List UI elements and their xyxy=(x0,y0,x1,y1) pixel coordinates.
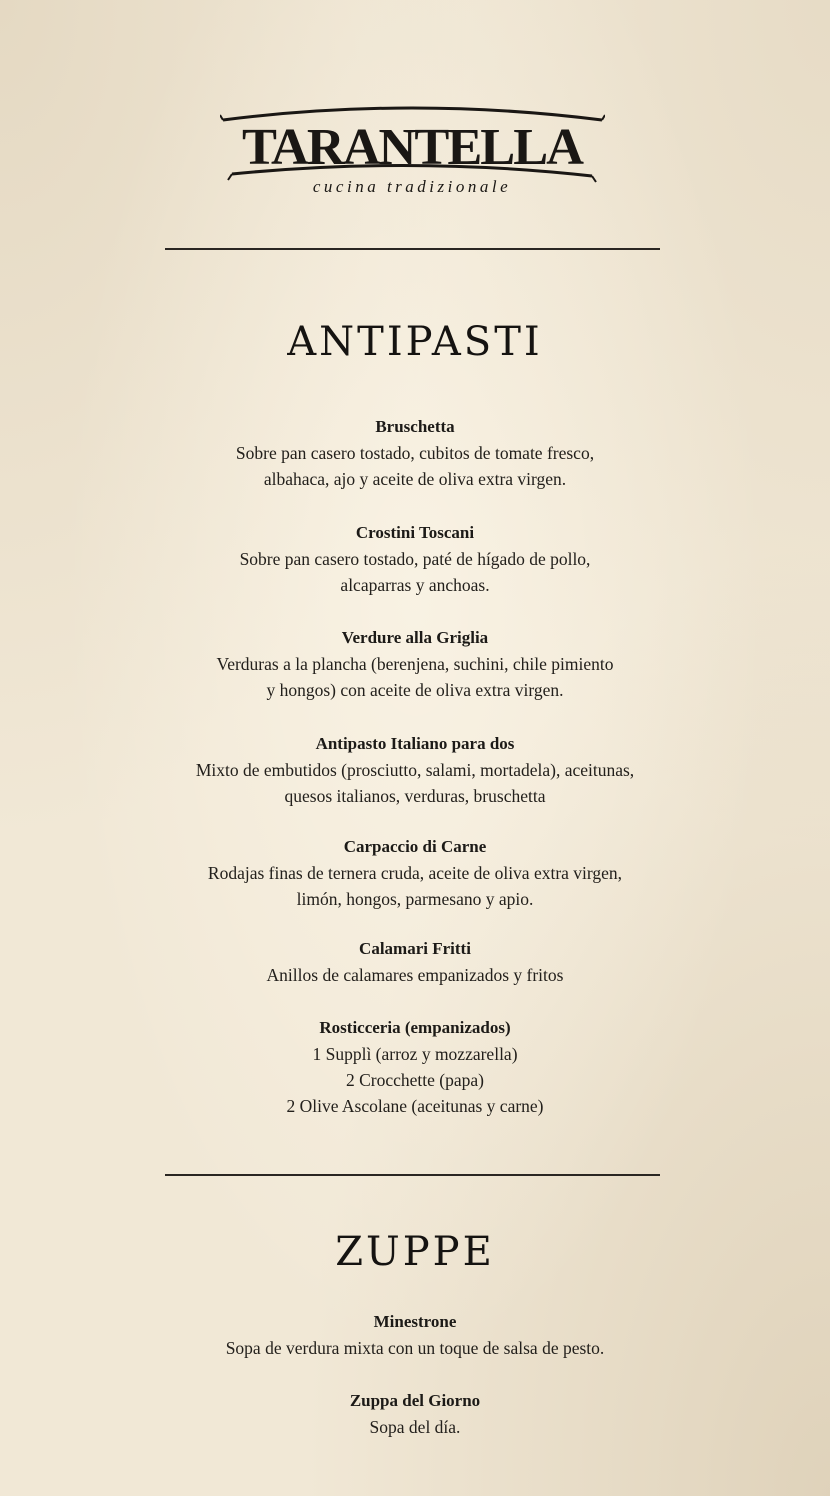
menu-item-minestrone xyxy=(0,1309,830,1361)
menu-item-crostini-toscani xyxy=(0,520,830,598)
item-desc-line: Sopa del día. xyxy=(369,1417,461,1437)
menu-item-rosticceria xyxy=(0,1015,830,1119)
item-desc-line: Anillos de calamares empanizados y fritos xyxy=(266,965,564,985)
item-desc-line: Sobre pan casero tostado, paté de hígado de pollo, xyxy=(239,549,591,569)
item-name: Zuppa del Giorno xyxy=(349,1391,481,1410)
section-divider xyxy=(165,248,660,250)
logo-tagline: cucina tradizionale xyxy=(312,177,512,196)
menu-item-carpaccio-di-carne xyxy=(0,834,830,912)
item-desc-line: Sobre pan casero tostado, cubitos de tomate fresco, xyxy=(235,443,595,463)
section-title-antipasti: ANTIPASTI xyxy=(287,319,543,365)
menu-item-verdure-alla-griglia xyxy=(0,625,830,703)
item-desc-line: quesos italianos, verduras, bruschetta xyxy=(284,786,546,806)
menu-item-calamari-fritti xyxy=(0,936,830,988)
item-desc-line: y hongos) con aceite de oliva extra virgen. xyxy=(266,680,564,700)
item-desc-line: 2 Crocchette (papa) xyxy=(346,1070,484,1090)
item-desc-line: limón, hongos, parmesano y apio. xyxy=(296,889,534,909)
item-name: Verdure alla Griglia xyxy=(341,628,489,647)
item-desc-line: Mixto de embutidos (prosciutto, salami, mortadela), aceitunas, xyxy=(195,760,635,780)
item-desc-line: 1 Supplì (arroz y mozzarella) xyxy=(312,1044,518,1064)
item-name: Crostini Toscani xyxy=(355,523,475,542)
tarantella-logo xyxy=(220,98,605,203)
item-desc-line: Sopa de verdura mixta con un toque de salsa de pesto. xyxy=(225,1338,605,1358)
item-name: Antipasto Italiano para dos xyxy=(315,734,515,753)
item-desc-line: Rodajas finas de ternera cruda, aceite de oliva extra virgen, xyxy=(207,863,623,883)
item-name: Rosticceria (empanizados) xyxy=(319,1018,511,1037)
item-name: Minestrone xyxy=(373,1312,457,1331)
logo-wordmark: TARANTELLA xyxy=(242,119,585,176)
item-name: Carpaccio di Carne xyxy=(343,837,487,856)
item-desc-line: 2 Olive Ascolane (aceitunas y carne) xyxy=(286,1096,544,1116)
item-name: Bruschetta xyxy=(375,417,455,436)
item-desc-line: Verduras a la plancha (berenjena, suchini, chile pimiento xyxy=(216,654,614,674)
item-name: Calamari Fritti xyxy=(359,939,471,958)
menu-item-bruschetta xyxy=(0,414,830,492)
section-divider xyxy=(165,1174,660,1176)
section-title-zuppe: ZUPPE xyxy=(335,1229,495,1275)
item-desc-line: albahaca, ajo y aceite de oliva extra virgen. xyxy=(263,469,567,489)
item-desc-line: alcaparras y anchoas. xyxy=(340,575,490,595)
menu-item-zuppa-del-giorno xyxy=(0,1388,830,1440)
menu-item-antipasto-italiano xyxy=(0,731,830,809)
